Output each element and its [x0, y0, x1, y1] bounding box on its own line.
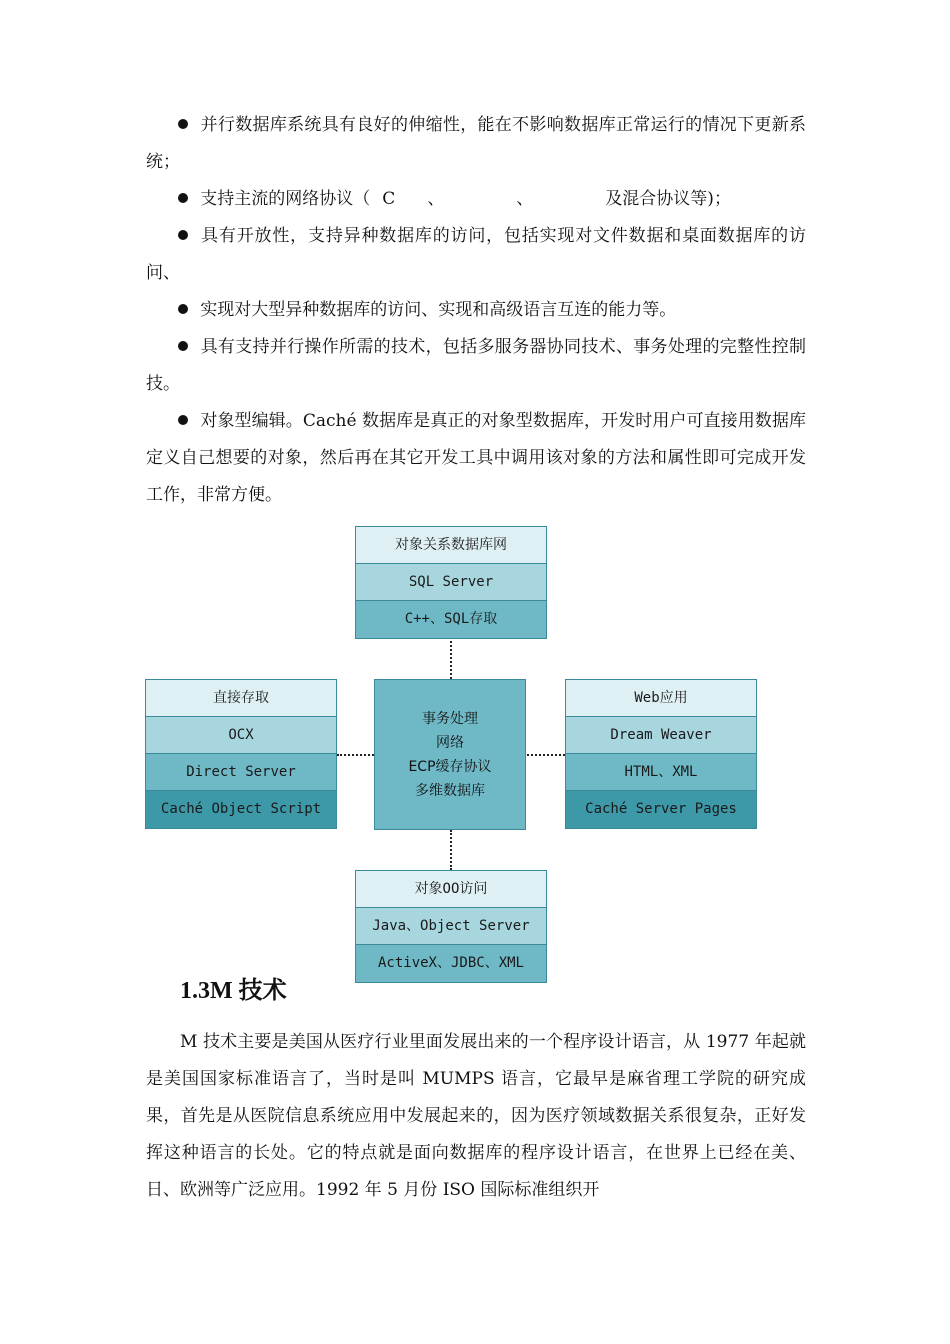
bullet-item-heterogeneous: 实现对大型异种数据库的访问、实现和高级语言互连的能力等。	[146, 292, 806, 329]
diagram-center-line: 网络	[436, 734, 464, 751]
diagram-bottom-cell: ActiveX、JDBC、XML	[356, 945, 546, 982]
diagram-center-box	[374, 679, 526, 830]
section-paragraph: M 技术主要是美国从医疗行业里面发展出来的一个程序设计语言，从 1977 年起就是美国国家标准语言了，当时是叫 MUMPS 语言，它最早是麻省理工学院的研究成果，首先是从医院信息系统应用中发展起来的，因为医疗领域数据关系很复杂，正好发挥这种语言的长处。它的特点就是面向数据库的程序设计语言，在世界上已经在美、日、欧洲等广泛应用。1992 年 5 月份 ISO 国际标准组织开	[146, 1032, 806, 1200]
connector-left	[337, 754, 374, 756]
bullet-dot-icon	[178, 119, 188, 129]
diagram-right-cell: Dream Weaver	[566, 717, 756, 754]
diagram-top-cell: SQL Server	[356, 564, 546, 601]
bullet-item-scalability: 并行数据库系统具有良好的伸缩性，能在不影响数据库正常运行的情况下更新系统；	[146, 115, 806, 172]
diagram-bottom-title: 对象OO访问	[356, 871, 546, 908]
bullet-item-object-editing: 对象型编辑。Caché 数据库是真正的对象型数据库，开发时用户可直接用数据库定义自己想要的对象，然后再在其它开发工具中调用该对象的方法和属性即可完成开发工作，非常方便。	[146, 411, 806, 505]
diagram-left-cell: Direct Server	[146, 754, 336, 791]
bullet-dot-icon	[178, 304, 188, 314]
connector-bottom	[450, 830, 452, 870]
connector-right	[527, 754, 565, 756]
bullet-dot-icon	[178, 341, 188, 351]
diagram-top-stack	[355, 526, 547, 639]
bullet-dot-icon	[178, 230, 188, 240]
bullet-dot-icon	[178, 415, 188, 425]
diagram-right-cell: Caché Server Pages	[566, 791, 756, 828]
diagram-bottom-cell: Java、Object Server	[356, 908, 546, 945]
diagram-left-cell: OCX	[146, 717, 336, 754]
connector-top	[450, 641, 452, 679]
diagram-right-title: Web应用	[566, 680, 756, 717]
diagram-center-line: 多维数据库	[415, 782, 485, 799]
diagram-bottom-stack	[355, 870, 547, 983]
diagram-left-cell: Caché Object Script	[146, 791, 336, 828]
bullet-item-parallel: 具有支持并行操作所需的技术，包括多服务器协同技术、事务处理的完整性控制技。	[146, 337, 806, 394]
diagram-top-cell: C++、SQL存取	[356, 601, 546, 638]
diagram-right-cell: HTML、XML	[566, 754, 756, 791]
diagram-left-stack	[145, 679, 337, 829]
section-heading: 1.3M 技术	[180, 978, 287, 1004]
diagram-left-title: 直接存取	[146, 680, 336, 717]
bullet-item-protocols: 支持主流的网络协议（ C 、 、 及混合协议等)；	[146, 181, 806, 218]
diagram-right-stack	[565, 679, 757, 829]
bullet-item-openness: 具有开放性，支持异种数据库的访问，包括实现对文件数据和桌面数据库的访问、	[146, 226, 806, 283]
diagram-center-line: ECP缓存协议	[408, 758, 492, 775]
diagram-center-line: 事务处理	[422, 710, 478, 727]
bullet-dot-icon	[178, 193, 188, 203]
diagram-top-title: 对象关系数据库网	[356, 527, 546, 564]
